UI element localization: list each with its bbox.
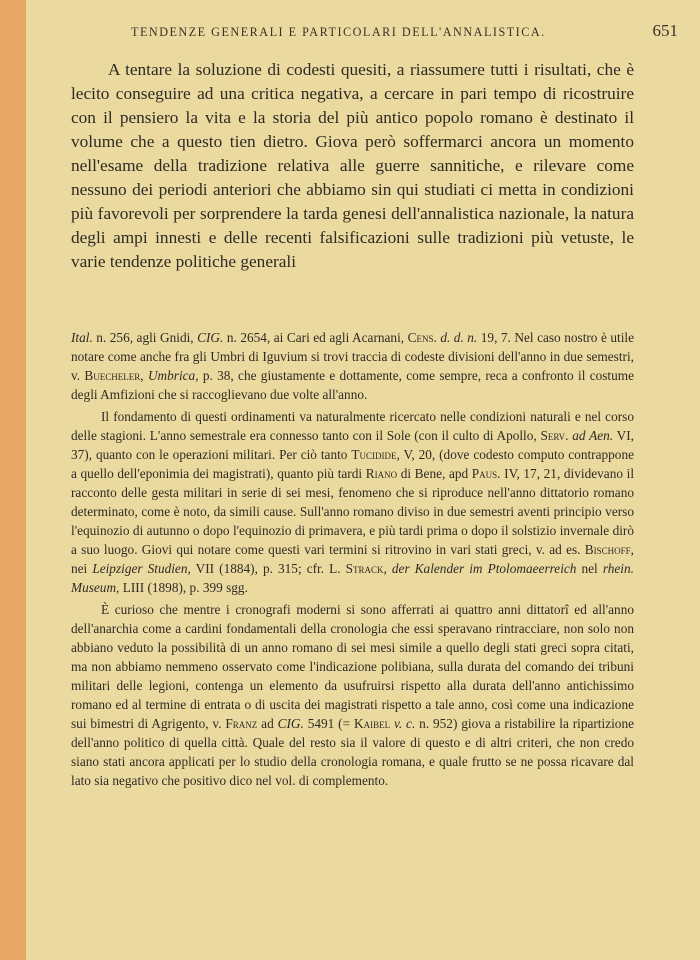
footnote-text: nei bbox=[71, 561, 93, 576]
footnote-text: n. 256, agli Gnidi, bbox=[92, 330, 198, 345]
footnote-paragraph bbox=[71, 407, 634, 597]
main-text bbox=[71, 58, 634, 274]
footnote-italic: Ital. bbox=[71, 330, 93, 345]
footnote-text: LIII (1898), p. 399 sgg. bbox=[119, 580, 248, 595]
footnote-italic: Umbrica, bbox=[147, 368, 199, 383]
footnote-text: IV, 17, 21, dividevano il racconto delle gesta militari in serie di sei mesi, fenomeno che si riproduce nell'anno dittatorio romano determinato, come è noto, da simili cause. Sull'anno romano diviso in due semestri aventi principio verso l'equinozio di autunno o dopo l'equinozio di primavera, e più tardi prima o dopo il solstizio invernale dirò a suo luogo. Giovi qui notare come questi vari termini si ritrovino in vari stati greci, v. ad es. bbox=[71, 466, 635, 557]
footnote-text: p. 38, che giustamente e dottamente, come sempre, reca a confronto il costume degli Amfizioni che si raccoglievano due volte all'anno. bbox=[71, 368, 635, 402]
page-number: 651 bbox=[652, 21, 678, 40]
author-smallcaps: Strack, bbox=[345, 561, 387, 576]
author-smallcaps: Franz bbox=[225, 716, 258, 731]
footnote-text: ad bbox=[257, 716, 278, 731]
footnote-text: VII (1884), p. 315; cfr. L. bbox=[190, 561, 346, 576]
footnote-italic: d. d. n. bbox=[440, 330, 478, 345]
body-paragraph: A tentare la soluzione di codesti quesiti, a riassumere tutti i risultati, che è lecito conseguire ad una critica negativa, a cercare in pari tempo di ricostruire con il pensiero la vita e la storia del più antico popolo romano è destinato il volume che a questo tien dietro. Giova però soffermarci ancora un momento nell'esame della tradizione relativa alle guerre sannitiche, e rilevare come nessuno dei periodi anteriori che abbiamo sin qui studiati ci metta in condizioni più favorevoli per sorprendere la tarda genesi dell'annalistica nazionale, la natura degli ampi innesti e delle recenti falsificazioni sulle tradizioni più vetuste, le varie tendenze politiche generali bbox=[71, 60, 634, 271]
footnote-text: di Bene, apd bbox=[397, 466, 472, 481]
footnote-continuation bbox=[71, 328, 634, 404]
footnote-paragraph bbox=[71, 600, 634, 790]
author-smallcaps: Buecheler, bbox=[84, 368, 144, 383]
author-smallcaps: Paus. bbox=[471, 466, 501, 481]
footnote-italic: der Kalender im Ptolomaeerreich bbox=[391, 561, 577, 576]
author-smallcaps: Serv. bbox=[540, 428, 569, 443]
author-smallcaps: Cens. bbox=[407, 330, 437, 345]
author-smallcaps: Kaibel bbox=[353, 716, 391, 731]
book-page bbox=[26, 0, 700, 960]
footnote-text: È curioso che mentre i cronografi moderni si sono afferrati ai quattro anni dittatorî ed all'anno dell'anarchia come a cardini fondamentali della cronologia che essi speravano rintracciare, non solo non abbiano veduto la possibilità di un anno romano di sei mesi simile a quello degli stati greci sopra citati, ma non abbiamo nemmeno osservato come l'indicazione polibiana, sulla durata del comando dei tribuni militari delle legioni, contenga un elemento da usufruirsi rispetto alla durata dell'anno antichissimo romano ed al termine di entrata o di uscita dei magistrati rispetto a tale anno, così come una indicazione sui bimestri di Agrigento, v. bbox=[71, 602, 634, 731]
footnote-text: VI, 37), quanto con le operazioni militari. Per ciò tanto bbox=[71, 428, 634, 462]
page-header bbox=[70, 22, 680, 44]
footnote-text: nel bbox=[576, 561, 603, 576]
running-head: TENDENZE GENERALI E PARTICOLARI DELL'ANNALISTICA. bbox=[131, 25, 546, 39]
author-smallcaps: Riano bbox=[365, 466, 398, 481]
author-smallcaps: Bischoff, bbox=[584, 542, 634, 557]
footnote-text: n. 952) giova a ristabilire la ripartizione dell'anno politico di quella città. Quale del resto sia il valore di questo e di altri criteri, che non credo siano stati ancora applicati per lo studio della cronologia romana, e quale frutto se ne possa ricavare dal lato sia negativo che positivo dico nel vol. di complemento. bbox=[71, 716, 634, 788]
footnote-italic: v. c. bbox=[393, 716, 416, 731]
footnote-text: n. 2654, ai Cari ed agli Acarnani, bbox=[223, 330, 408, 345]
footnote-italic: CIG. bbox=[197, 330, 224, 345]
footnote-italic: ad Aen. bbox=[572, 428, 614, 443]
footnote-italic: CIG. bbox=[277, 716, 304, 731]
footnotes bbox=[71, 328, 634, 793]
footnote-text: 19, 7. Nel caso nostro è utile notare come anche fra gli Umbri di Iguvium si trovi traccia di codeste divisioni dell'anno in due semestri, v. bbox=[71, 330, 635, 383]
author-smallcaps: Tucidide, bbox=[351, 447, 400, 462]
footnote-italic: Leipziger Studien, bbox=[92, 561, 191, 576]
footnote-text: 5491 (= bbox=[303, 716, 354, 731]
footnote-italic: rhein. Museum, bbox=[71, 561, 634, 595]
footnote-text: V, 20, (dove codesto computo contrappone a quello dell'eponimia dei magistrati), quanto più tardi bbox=[71, 447, 635, 481]
footnote-text: Il fondamento di questi ordinamenti va naturalmente ricercato nelle condizioni naturali e nel corso delle stagioni. L'anno semestrale era connesso tanto con il Sole (con il culto di Apollo, bbox=[71, 409, 634, 443]
